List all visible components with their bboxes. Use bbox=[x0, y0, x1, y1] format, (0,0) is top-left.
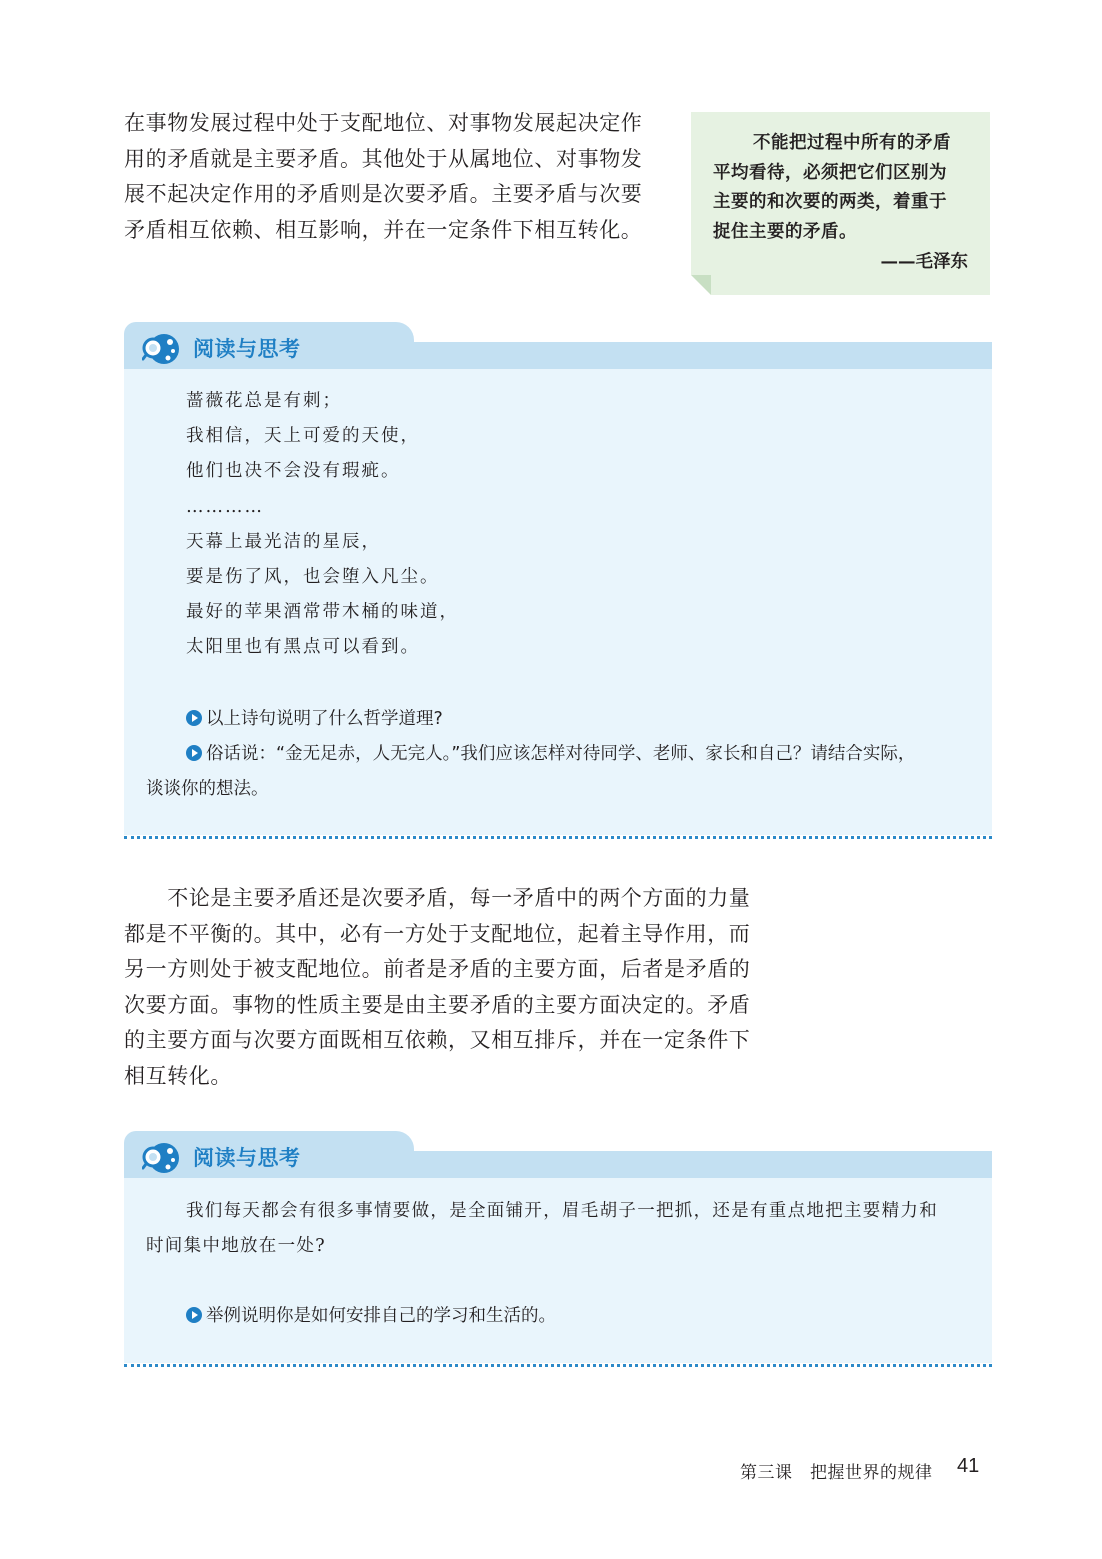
poem-line: ………… bbox=[186, 496, 264, 517]
text-line: 都是不平衡的。其中，必有一方处于支配地位，起着主导作用，而 bbox=[124, 921, 751, 946]
chapter-footer-label: 第三课 把握世界的规律 bbox=[740, 1463, 933, 1483]
text-line: 另一方则处于被支配地位。前者是矛盾的主要方面，后者是矛盾的 bbox=[124, 957, 751, 981]
poem-line: 蔷薇花总是有刺； bbox=[186, 391, 342, 411]
text-line: 次要方面。事物的性质主要是由主要矛盾的主要方面决定的。矛盾 bbox=[124, 992, 751, 1017]
quote-author: ——毛泽东 bbox=[880, 252, 968, 272]
question-2 bbox=[146, 737, 976, 807]
arrow-bullet-icon bbox=[186, 1307, 202, 1323]
box-title: 阅读与思考 bbox=[193, 337, 301, 361]
poem-line: 最好的苹果酒常带木桶的味道， bbox=[186, 602, 459, 623]
quote-text bbox=[713, 129, 975, 247]
magnifier-globe-icon bbox=[142, 331, 182, 367]
quote-line: 主要的和次要的两类，着重于 bbox=[713, 192, 947, 212]
text-line: 在事物发展过程中处于支配地位、对事物发展起决定作 bbox=[124, 111, 643, 135]
question-3 bbox=[146, 1299, 976, 1334]
text-line: 矛盾相互依赖、相互影响，并在一定条件下相互转化。 bbox=[124, 217, 643, 242]
dotted-divider bbox=[124, 836, 992, 839]
question-text: 俗话说：“金无足赤，人无完人。”我们应该怎样对待同学、老师、家长和自己？请结合实际， bbox=[206, 744, 916, 764]
poem-line: 他们也决不会没有瑕疵。 bbox=[186, 461, 401, 482]
question-1 bbox=[146, 702, 976, 737]
text-line: 我们每天都会有很多事情要做，是全面铺开，眉毛胡子一把抓，还是有重点地把主要精力和 bbox=[186, 1201, 938, 1221]
question-text-cont: 谈谈你的想法。 bbox=[146, 779, 269, 799]
main-paragraph-2 bbox=[124, 881, 774, 1094]
poem-line: 要是伤了风，也会堕入凡尘。 bbox=[186, 567, 440, 588]
quote-line: 不能把过程中所有的矛盾 bbox=[753, 133, 951, 153]
text-line: 相互转化。 bbox=[124, 1063, 232, 1088]
dotted-divider bbox=[124, 1364, 992, 1367]
quote-line: 捉住主要的矛盾。 bbox=[713, 221, 857, 242]
poem-line: 太阳里也有黑点可以看到。 bbox=[186, 637, 420, 658]
arrow-bullet-icon bbox=[186, 710, 202, 726]
poem-line: 我相信，天上可爱的天使， bbox=[186, 426, 420, 447]
magnifier-globe-icon bbox=[142, 1140, 182, 1176]
reading-thinking-box-1 bbox=[124, 322, 992, 839]
box-text bbox=[146, 1194, 976, 1264]
text-line: 不论是主要矛盾还是次要矛盾，每一矛盾中的两个方面的力量 bbox=[124, 886, 751, 910]
text-line: 展不起决定作用的矛盾则是次要矛盾。主要矛盾与次要 bbox=[124, 182, 643, 206]
poem-line: 天幕上最光洁的星辰， bbox=[186, 531, 381, 552]
reading-thinking-box-2 bbox=[124, 1131, 992, 1367]
question-text: 举例说明你是如何安排自己的学习和生活的。 bbox=[206, 1306, 556, 1326]
main-paragraph-1 bbox=[124, 106, 669, 248]
poem bbox=[186, 384, 459, 666]
page-number: 41 bbox=[957, 1455, 980, 1477]
question-text: 以上诗句说明了什么哲学道理? bbox=[206, 709, 443, 729]
text-line: 的主要方面与次要方面既相互依赖，又相互排斥，并在一定条件下 bbox=[124, 1028, 751, 1052]
page-fold-corner bbox=[691, 275, 711, 295]
quote-box bbox=[691, 112, 990, 295]
text-line: 时间集中地放在一处? bbox=[146, 1236, 326, 1256]
arrow-bullet-icon bbox=[186, 745, 202, 761]
quote-line: 平均看待，必须把它们区别为 bbox=[713, 162, 947, 183]
text-line: 用的矛盾就是主要矛盾。其他处于从属地位、对事物发 bbox=[124, 146, 643, 171]
box-title: 阅读与思考 bbox=[193, 1146, 301, 1170]
